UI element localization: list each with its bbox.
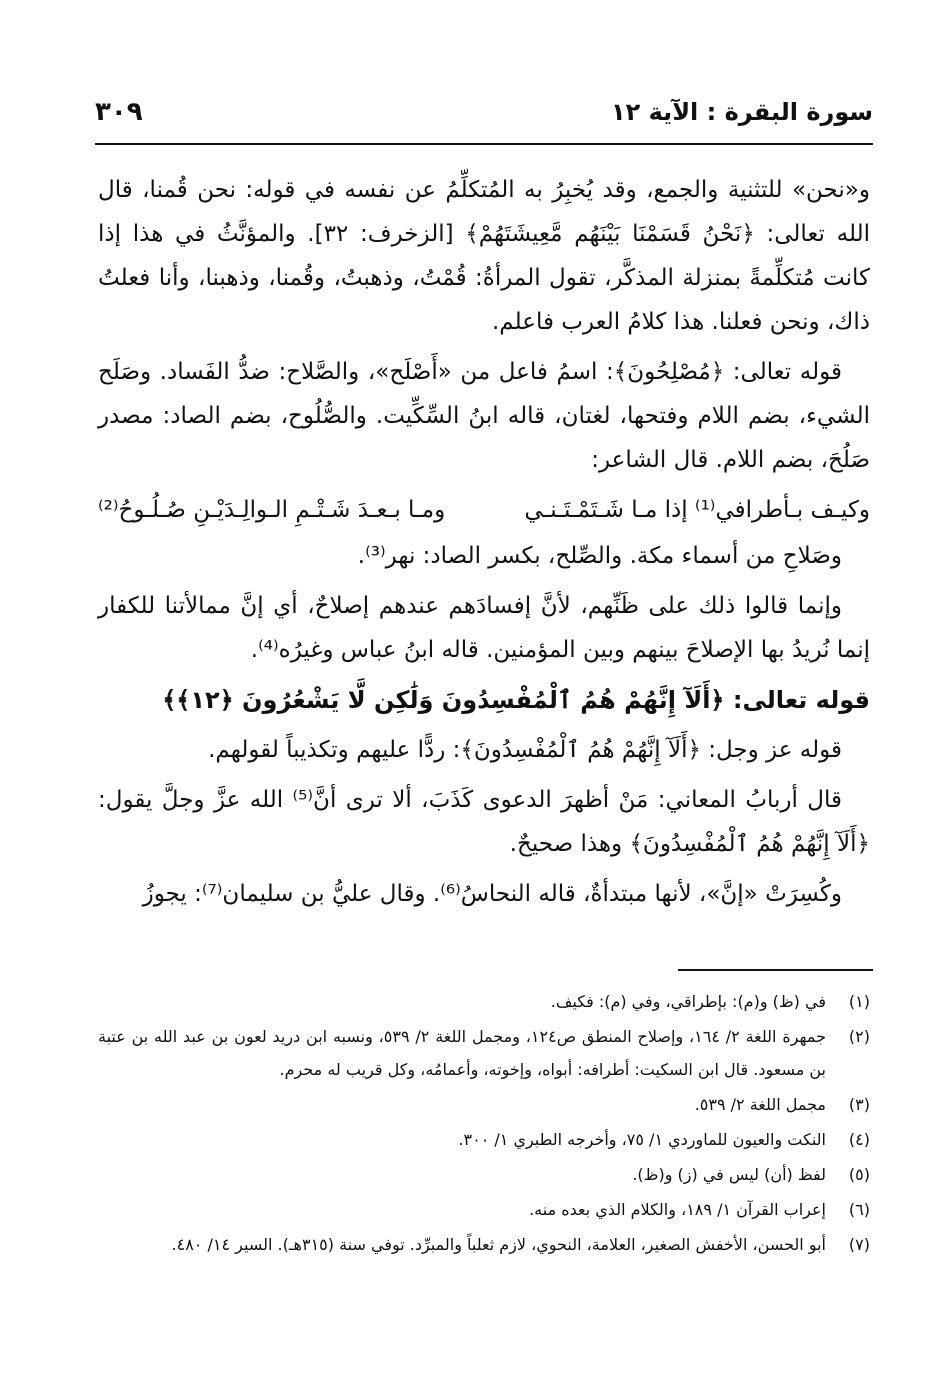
page-header [95,92,873,138]
footnote-number: (٣) [848,1095,870,1114]
paragraph-2: قوله تعالى: ﴿مُصْلِحُونَ﴾: اسمُ فاعل من «أَصْلَح»، والصَّلاح: ضدُّ الفَساد. وصَلَح الشيء، بضم اللام وفتحها، لغتان، قاله ابنُ السِّكِّيت. والصُّلُوح، بضم الصاد: مصدر صَلُحَ، بضم اللام. قال الشاعر: [98,359,870,473]
footnote-number: (٦) [848,1200,870,1219]
footnote [98,1158,870,1191]
poem-first-hemistich: وكيـف بـأطرافي⁽¹⁾ إذا مـا شَـتَمْـتَـنـي [524,497,870,523]
verse-heading: قوله تعالى: ﴿أَلَآ إِنَّهُمْ هُمُ ٱلْمُفْسِدُونَ وَلَٰكِن لَّا يَشْعُرُونَ ﴿١٢﴾﴾ [162,686,870,714]
paragraph-5: قوله عز وجل: ﴿أَلَآ إِنَّهُمْ هُمُ ٱلْمُفْسِدُونَ﴾: ردًّا عليهم وتكذيباً لقولهم. [208,737,842,763]
running-title: سورة البقرة : الآية ١٢ [610,98,873,126]
footnote [98,1228,870,1261]
footnote [98,1123,870,1156]
poem-second-hemistich: ومـا بـعـدَ شَـتْـمِ الـوالِـدَيْـنِ صُـلُـوحُ⁽²⁾ [98,497,446,523]
footnote [98,985,870,1018]
footnote-text: أبو الحسن، الأخفش الصغير، العلامة، النحوي، لازم ثعلباً والمبرِّد. توفي سنة (٣١٥هـ). السير ١٤/ ٤٨٠. [171,1235,826,1254]
footnote [98,1193,870,1226]
footnotes [98,985,870,1263]
poem-verse [98,488,870,532]
footnote-text: النكت والعيون للماوردي ١/ ٧٥، وأخرجه الطبري ١/ ٣٠٠. [458,1130,826,1149]
paragraph-4: وإنما قالوا ذلك على ظَنِّهم، لأنَّ إفسادَهم عندهم إصلاحٌ، أي إنَّ ممالأتنا للكفار إنما نُريدُ بها الإصلاحَ بينهم وبين المؤمنين. قاله ابنُ عباس وغيرُه⁽⁴⁾. [98,593,870,663]
footnote-text: لفظ (أن) ليس في (ز) و(ظ). [632,1165,826,1184]
footnote [98,1020,870,1086]
footnote-text: جمهرة اللغة ٢/ ١٦٤، وإصلاح المنطق ص١٢٤، ومجمل اللغة ٢/ ٥٣٩، ونسبه ابن دريد لعون بن عبد الله بن عتبة بن مسعود. قال ابن السكيت: أطرافه: أبواه، وإخوته، وأعمامُه، وكل قريب له محرم. [98,1027,827,1079]
footnote-rule [678,969,873,971]
header-rule [95,143,873,145]
footnote-number: (١) [848,992,870,1011]
footnote-text: إعراب القرآن ١/ ١٨٩، والكلام الذي بعده منه. [529,1200,826,1219]
main-text [98,168,870,922]
footnote-number: (٥) [848,1165,870,1184]
paragraph-7: وكُسِرَتْ «إنَّ»، لأنها مبتدأةٌ، قاله النحاسُ⁽⁶⁾. وقال عليُّ بن سليمان⁽⁷⁾: يجوزُ [142,881,842,907]
paragraph-1: و«نحن» للتثنية والجمع، وقد يُخبِرُ به المُتكلِّمُ عن نفسه في قوله: نحن قُمنا، قال الله تعالى: ﴿نَحْنُ قَسَمْنَا بَيْنَهُم مَّعِيشَتَهُمْ﴾ [الزخرف: ٣٢]. والمؤنَّثُ في هذا إذا كانت مُتكلِّمةً بمنزلة المذكَّر، تقول المرأةُ: قُمْتُ، وذهبتُ، وقُمنا، وذهبنا، وأنا فعلتُ ذاك، ونحن فعلنا. هذا كلامُ العرب فاعلم. [98,177,870,335]
footnote-text: في (ظ) و(م): بإطراقي، وفي (م): فكيف. [550,992,826,1011]
paragraph-3: وصَلاحِ من أسماء مكة. والصِّلح، بكسر الصاد: نهر⁽³⁾. [357,543,842,569]
footnote-number: (٧) [848,1235,870,1254]
footnote-number: (٢) [848,1027,870,1046]
page-number: ٣٠٩ [95,97,143,127]
footnote-text: مجمل اللغة ٢/ ٥٣٩. [694,1095,826,1114]
paragraph-6: قال أربابُ المعاني: مَنْ أظهرَ الدعوى كَذَبَ، ألا ترى أنَّ⁽⁵⁾ الله عزَّ وجلَّ يقول: ﴿أَلَآ إِنَّهُمْ هُمُ ٱلْمُفْسِدُونَ﴾ وهذا صحيحٌ. [98,787,870,857]
footnote [98,1088,870,1121]
footnote-number: (٤) [848,1130,870,1149]
